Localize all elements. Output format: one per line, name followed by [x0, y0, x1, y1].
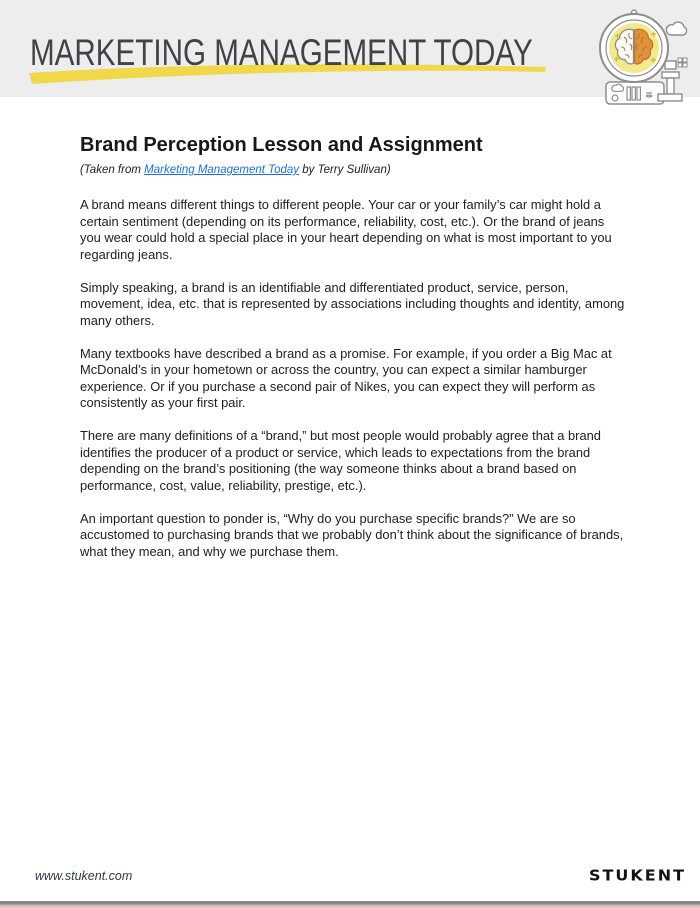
attribution-line: [80, 164, 624, 176]
attribution-suffix: by Terry Sullivan): [299, 164, 391, 176]
banner-title: MARKETING MANAGEMENT TODAY: [30, 32, 533, 73]
page-title: Brand Perception Lesson and Assignment: [80, 134, 483, 156]
body-paragraph: A brand means different things to different people. Your car or your family’s car might hold a certain sentiment (depending on its performance, reliability, cost, etc.). Or the brand of jeans you wear could hold a special place in your heart depending on what is most important to you regarding jeans.: [80, 197, 612, 262]
source-link[interactable]: Marketing Management Today: [144, 164, 300, 176]
body-paragraph: Many textbooks have described a brand as a promise. For example, if you order a Big Mac at McDonald’s in your hometown or across the country, you can expect a similar hamburger experience. Or if you purchase a second pair of Nikes, you can expect they will perform as consistently as your first pair.: [80, 345, 612, 410]
body-paragraph: Simply speaking, a brand is an identifiable and differentiated product, service, person, movement, idea, etc. that is represented by associations including thoughts and identity, among many others.: [80, 279, 625, 328]
body-paragraph: An important question to ponder is, “Why do you purchase specific brands?” We are so accustomed to purchasing brands that we probably don’t think about the significance of brands, what they mean, and why we purchase them.: [80, 510, 624, 559]
header-banner: [0, 0, 700, 97]
page-footer: [35, 866, 686, 885]
brain-machine-icon: [594, 6, 690, 108]
website-url: www.stukent.com: [35, 868, 133, 883]
attribution-prefix: (Taken from: [80, 164, 145, 176]
body-paragraph: There are many definitions of a “brand,” but most people would probably agree that a brand identifies the producer of a product or service, which leads to expectations from the brand depending on the brand’s positioning (the way someone thinks about a brand based on performance, cost, value, reliability, prestige, etc.).: [80, 428, 601, 493]
document-content: [0, 97, 700, 560]
page-bottom-edge: [0, 901, 700, 907]
stukent-logo: STUKENT: [588, 866, 686, 885]
